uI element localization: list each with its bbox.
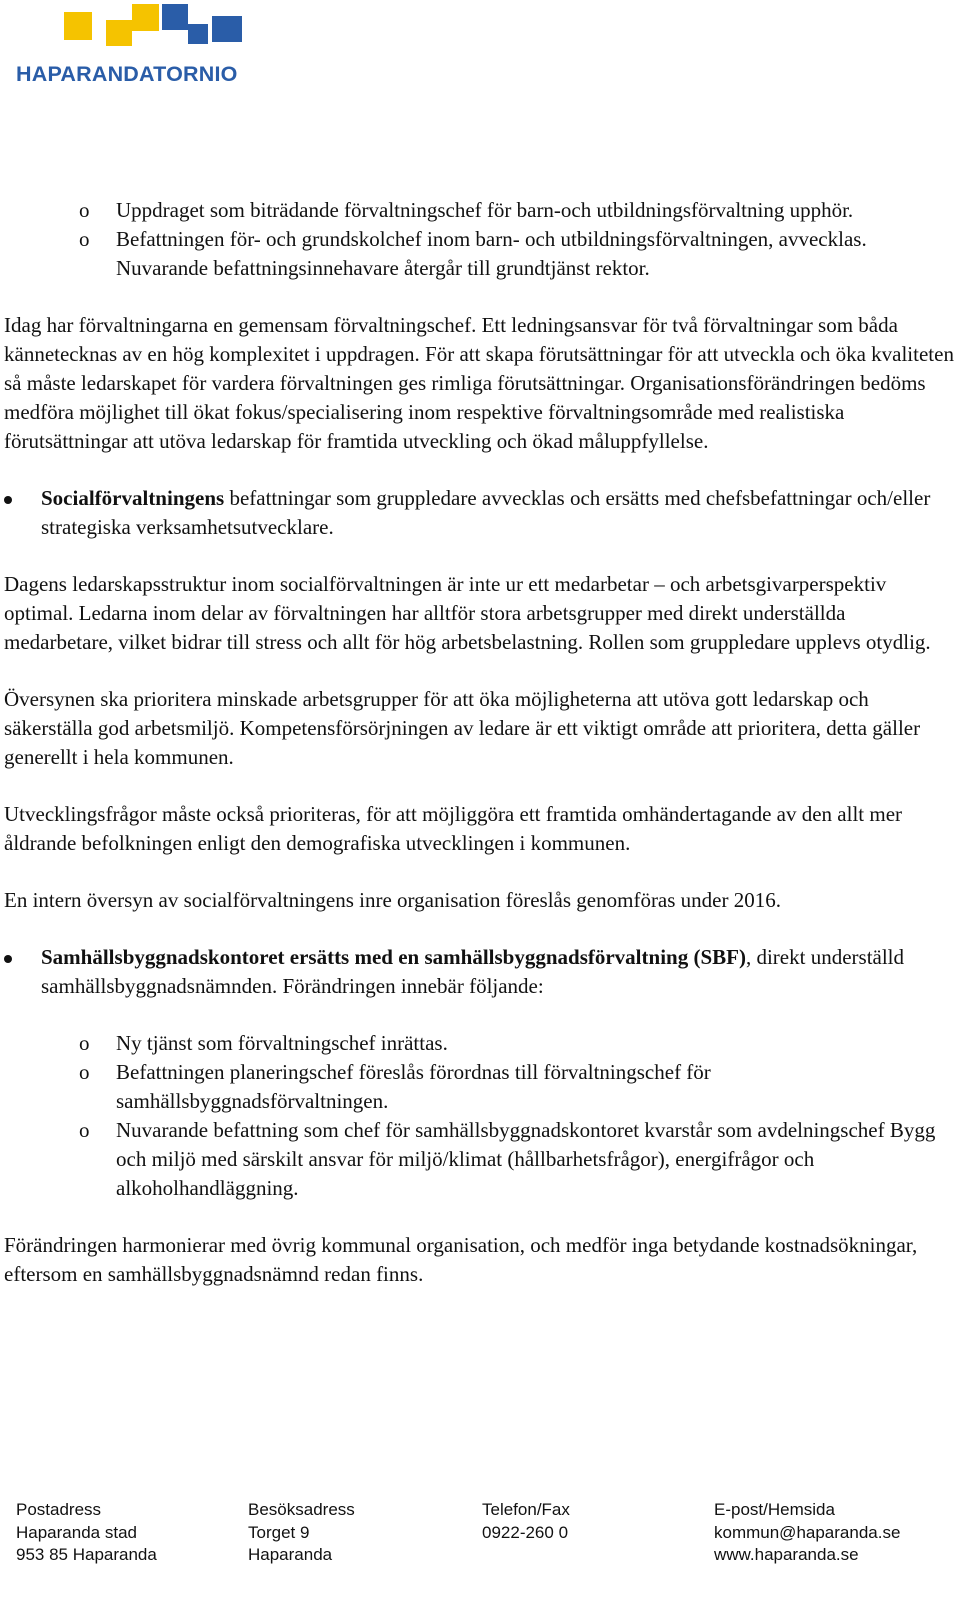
paragraph: En intern översyn av socialförvaltningens inre organisation föreslås genomföras under 2016. [4, 888, 781, 912]
footer-heading: Postadress [16, 1500, 102, 1519]
bullet-text: befattningar som gruppledare avvecklas och ersätts med chefsbefattningar och/eller strategiska verksamhetsutvecklare. [41, 486, 931, 539]
footer-line: 953 85 Haparanda [16, 1545, 157, 1564]
footer-postal-address [16, 1499, 157, 1567]
bullet-bold-text: Samhällsbyggnadskontoret ersätts med en samhällsbyggnadsförvaltning (SBF) [41, 945, 746, 969]
footer-visit-address [248, 1499, 355, 1567]
sub-item [4, 1029, 954, 1058]
footer-line: 0922-260 0 [482, 1522, 569, 1542]
sub-item-text: Befattningen för- och grundskolchef inom barn- och utbildningsförvaltningen, avvecklas. Nuvarande befattningsinnehavare återgår till grundtjänst rektor. [116, 227, 867, 280]
sub-marker: o [79, 1060, 90, 1084]
logo-wordmark: HAPARANDATORNIO [16, 62, 238, 86]
paragraph: Översynen ska prioritera minskade arbetsgrupper för att öka möjligheterna att utöva gott ledarskap och säkerställa god arbetsmiljö. Kompetensförsörjningen av ledare är ett viktigt område att prioritera, detta gäller generellt i hela kommunen. [4, 687, 921, 769]
sub-item [4, 196, 954, 225]
sub-item-text: Nuvarande befattning som chef för samhällsbyggnadskontoret kvarstår som avdelningschef Bygg och miljö med särskilt ansvar för miljö/klimat (hållbarhetsfrågor), energifrågor och alkoholhandläggning. [116, 1118, 936, 1200]
footer-website-link[interactable]: www.haparanda.se [714, 1545, 859, 1564]
bullet-text: , direkt underställd samhällsbyggnadsnämnden. Förändringen innebär följande: [41, 945, 905, 998]
sub-item-text: Befattningen planeringschef föreslås förordnas till förvaltningschef för samhällsbyggnadsförvaltningen. [116, 1060, 711, 1113]
sub-item-text: Uppdraget som biträdande förvaltningschef för barn-och utbildningsförvaltning upphör. [116, 198, 854, 222]
sub-marker: o [79, 1031, 90, 1055]
sub-item [4, 1058, 954, 1116]
footer-phone [482, 1499, 570, 1544]
footer-line: Haparanda stad [16, 1522, 137, 1542]
sub-marker: o [79, 227, 90, 251]
footer-contact [714, 1499, 900, 1567]
paragraph: Utvecklingsfrågor måste också prioriteras, för att möjliggöra ett framtida omhändertagande av den allt mer åldrande befolkningen enligt den demografiska utvecklingen i kommunen. [4, 802, 903, 855]
footer-line: Haparanda [248, 1545, 333, 1564]
footer-line: Torget 9 [248, 1522, 310, 1542]
paragraph: Förändringen harmonierar med övrig kommunal organisation, och medför inga betydande kostnadsökningar, eftersom en samhällsbyggnadsnämnd redan finns. [4, 1233, 918, 1286]
logo-blocks-graphic [16, 2, 286, 60]
document-body [4, 196, 954, 1289]
paragraph: Idag har förvaltningarna en gemensam förvaltningschef. Ett ledningsansvar för två förvaltningar som båda kännetecknas av en hög komplexitet i uppdragen. För att skapa förutsättningar för att utveckla och öka kvaliteten så måste ledarskapet för vardera förvaltningen ges rimliga förutsättningar. Organisationsförändringen bedöms medföra möjlighet till ökat fokus/specialisering inom respektive förvaltningsområde med realistiska förutsättningar att utöva ledarskap för framtida utveckling och ökad måluppfyllelse. [4, 313, 954, 453]
sub-item [4, 225, 954, 283]
paragraph: Dagens ledarskapsstruktur inom socialförvaltningen är inte ur ett medarbetar – och arbetsgivarperspektiv optimal. Ledarna inom delar av förvaltningen har alltför stora arbetsgrupper med direkt underställda medarbetare, vilket bidrar till stress och allt för hög arbetsbelastning. Rollen som gruppledare upplevs otydlig. [4, 572, 931, 654]
sub-marker: o [79, 198, 90, 222]
bullet-item [4, 943, 954, 1001]
logo [16, 2, 286, 84]
bullet-dot [4, 955, 12, 963]
footer-heading: Besöksadress [248, 1500, 355, 1519]
sub-item [4, 1116, 954, 1203]
sub-marker: o [79, 1118, 90, 1142]
bullet-bold-text: Socialförvaltningens [41, 486, 225, 510]
footer-email-link[interactable]: kommun@haparanda.se [714, 1522, 901, 1542]
bullet-dot [4, 496, 12, 504]
footer-heading: E-post/Hemsida [714, 1500, 835, 1519]
bullet-item [4, 484, 954, 542]
sub-item-text: Ny tjänst som förvaltningschef inrättas. [116, 1031, 448, 1055]
footer-heading: Telefon/Fax [482, 1500, 570, 1519]
